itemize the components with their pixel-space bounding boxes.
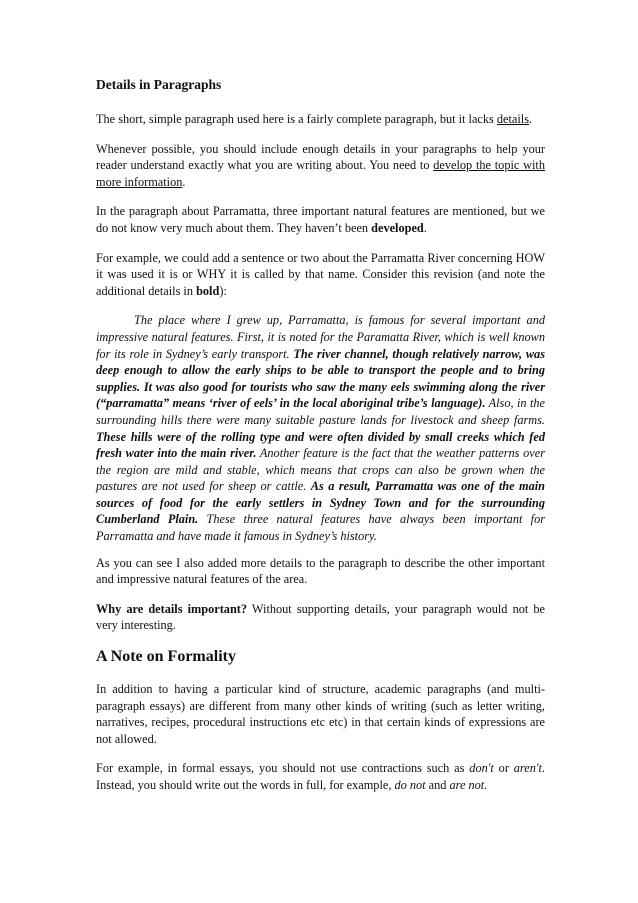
bold-text: bold xyxy=(196,283,220,298)
revised-paragraph-quote xyxy=(96,312,545,544)
paragraph-added-details: As you can see I also added more details to the paragraph to describe the other important and impressive natural features of the area. xyxy=(96,555,545,587)
quote-bold-text: As a result, Parramatta was one of the main sources of food for the early settlers in Sydney Town and for the surrounding Cumberland Plain. xyxy=(96,479,545,527)
paragraph-lacks-details xyxy=(96,111,545,128)
text: In the paragraph about Parramatta, three important natural features are mentioned, but we do not know very much about them. They haven’t been xyxy=(96,204,545,235)
italic-text: don't xyxy=(469,761,494,776)
paragraph-include-details xyxy=(96,141,545,191)
text: and xyxy=(425,778,450,792)
paragraph-contractions xyxy=(96,760,545,793)
section-heading-formality: A Note on Formality xyxy=(96,648,236,666)
document-page xyxy=(96,76,545,807)
text: . xyxy=(528,112,533,126)
text: or xyxy=(493,761,514,776)
paragraph-academic-structure: In addition to having a particular kind of structure, academic paragraphs (and multi-paragraph essays) are different from many other kinds of writing (such as letter writing, narratives, recipes, procedural instructions etc etc) in that certain kinds of expressions are not allowed. xyxy=(96,682,545,746)
text: For example, in formal essays, you should not use contractions such as xyxy=(96,761,470,776)
paragraph-for-example xyxy=(96,250,545,300)
text: The short, simple paragraph used here is a fairly complete paragraph, but it lacks xyxy=(96,112,497,126)
italic-text: do not xyxy=(394,778,426,792)
quote-text: Another feature is the fact that the weather patterns over the region are mild and stable, which means that crops can also be grown when the pastures are not used for sheep or cattle. xyxy=(96,446,545,494)
quote-bold-text: These hills were of the rolling type and were often divided by small creeks which fed fresh water into the main river. xyxy=(96,429,545,461)
text: Without supporting details, your paragraph would not be very interesting. xyxy=(96,601,545,633)
italic-text: aren't xyxy=(513,761,542,776)
paragraph-parramatta-features xyxy=(96,203,545,236)
text: Whenever possible, you should include enough details in your paragraphs to help your reader understand exactly what you are writing about. You need to xyxy=(96,141,545,173)
section-heading-details: Details in Paragraphs xyxy=(96,77,222,92)
bold-text: developed xyxy=(371,220,424,235)
quote-text: These three natural features have always been important for Parramatta and have made it famous in Sydney’s history. xyxy=(96,512,546,544)
quote-text: The place where I grew up, Parramatta, is famous for several important and impressive natural features. First, it is noted for the Paramatta River, which is well known for its role in Sydney’s early transport. xyxy=(96,313,545,361)
bold-text: Why are details important? xyxy=(96,601,248,616)
quote-text: Also, in the surrounding hills there were many suitable pasture lands for livestock and sheep farms. xyxy=(96,396,545,427)
underlined-text: develop the topic with more information xyxy=(96,158,545,189)
text: . xyxy=(182,174,186,189)
paragraph-why-details xyxy=(96,601,545,634)
underlined-text: details xyxy=(496,112,529,126)
quote-bold-text: The river channel, though relatively narrow, was deep enough to allow the early ships to be able to transport the people and to bring supplies. It was also good for tourists who saw the many eels swimming along the river (“parramatta” means ‘river of eels’ in the local aboriginal tribe’s language). xyxy=(96,346,545,411)
text: ): xyxy=(219,283,227,298)
text: For example, we could add a sentence or two about the Parramatta River concerning HOW it was used it is or WHY it is called by that name. Consider this revision (and note the additional details in xyxy=(96,250,545,298)
text: . Instead, you should write out the words in full, for example, xyxy=(96,761,545,792)
italic-text: are not. xyxy=(449,778,488,792)
text: . xyxy=(423,220,427,235)
